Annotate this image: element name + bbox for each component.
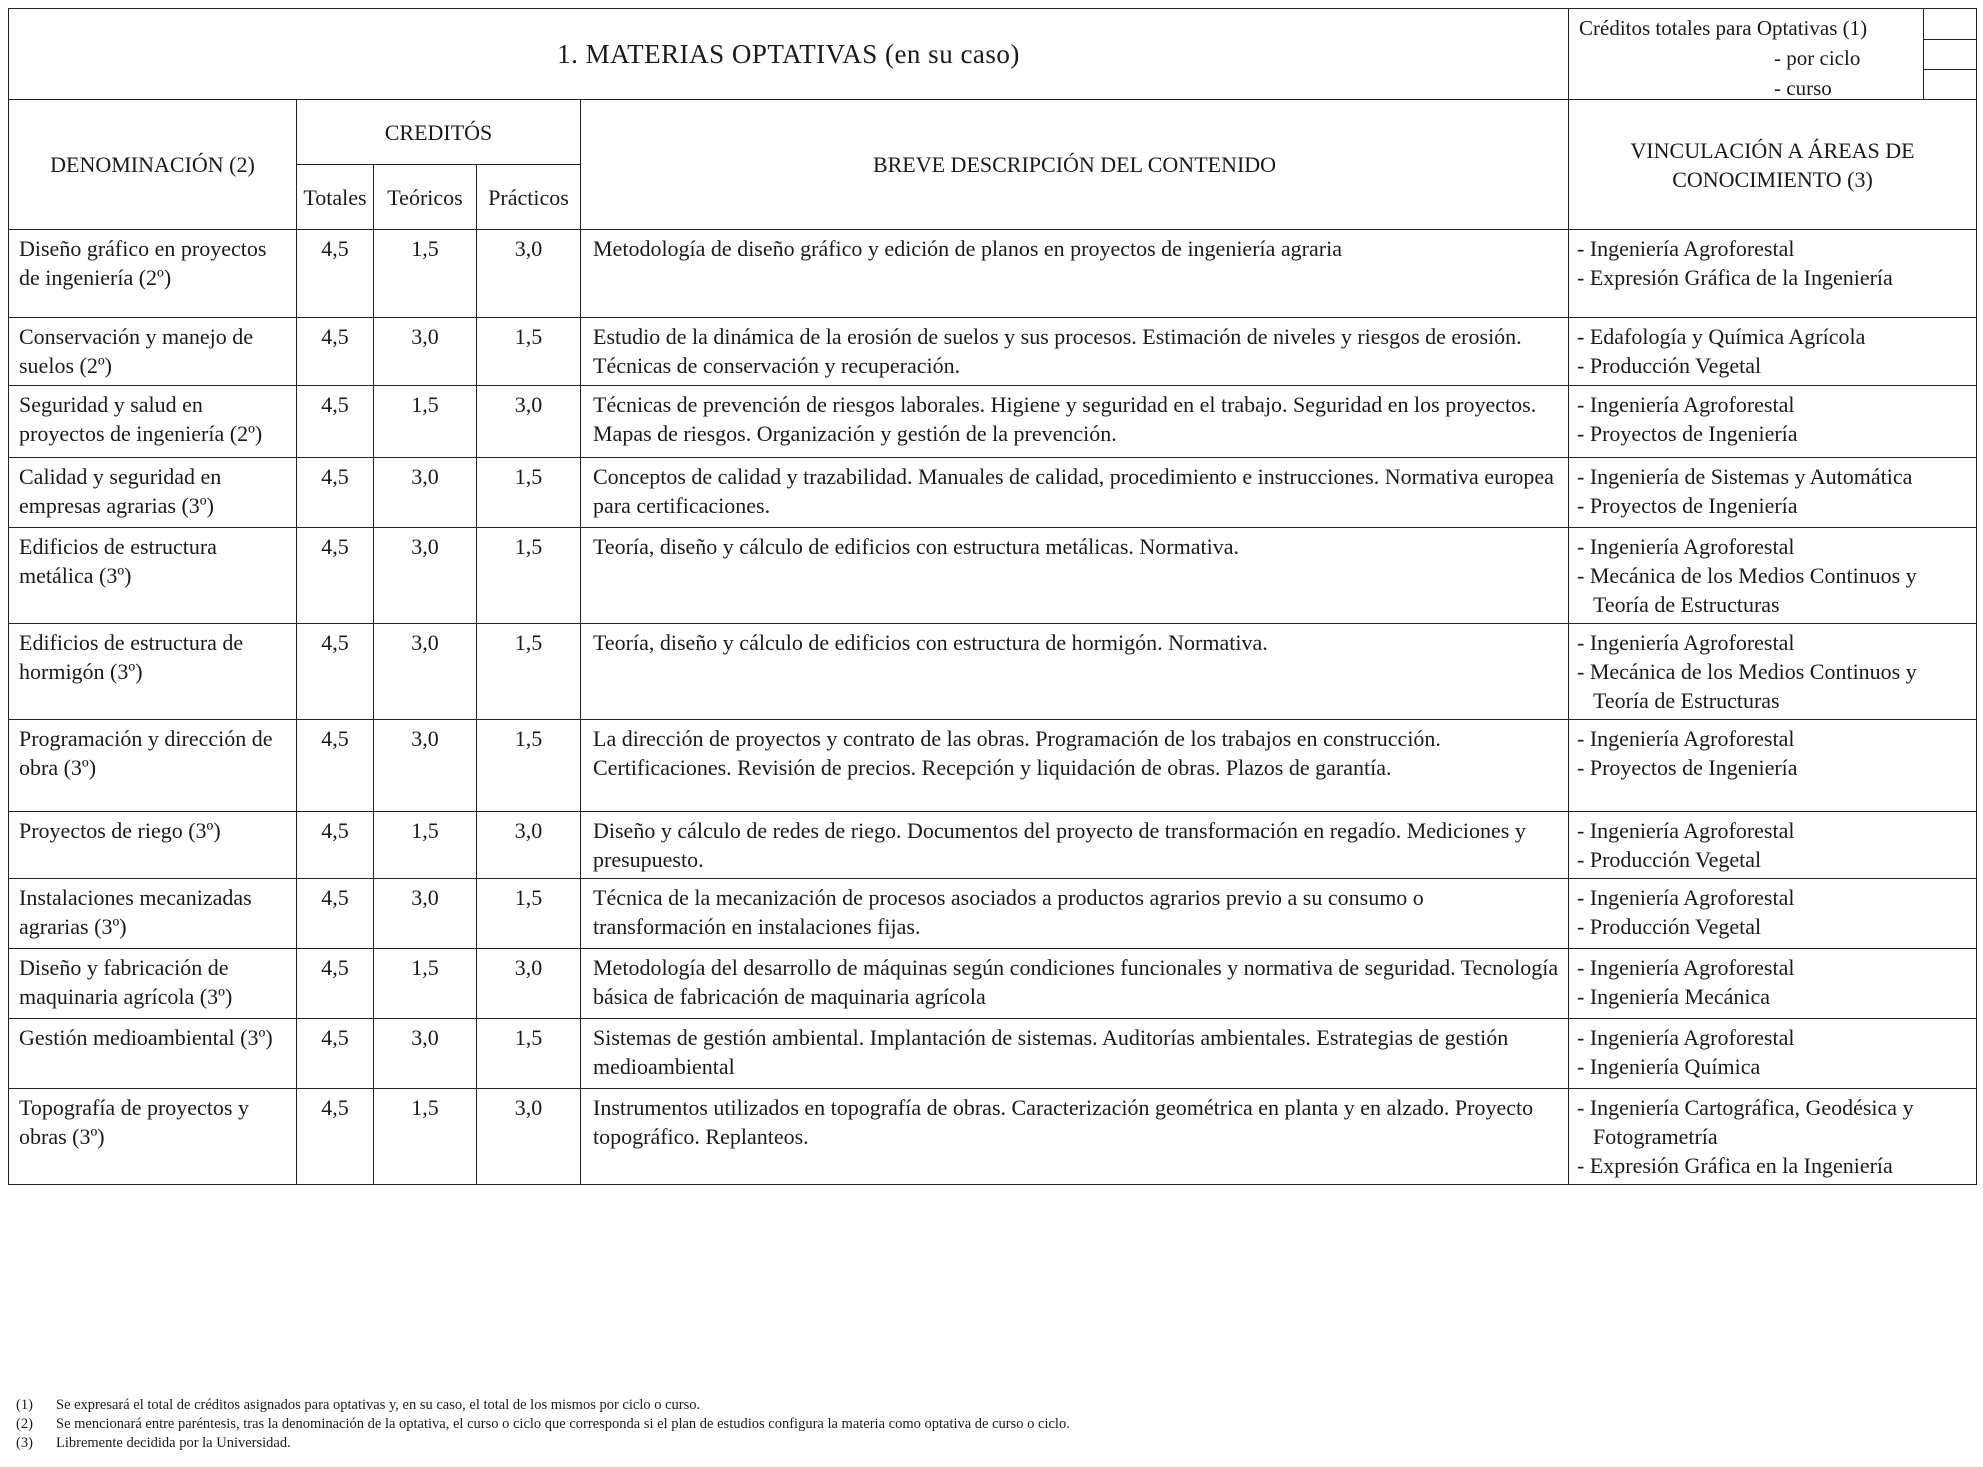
table-row (9, 230, 1977, 318)
table-row (9, 1089, 1977, 1185)
subject-name: Calidad y seguridad en empresas agrarias (3º) (9, 458, 297, 528)
credits-practicos: 1,5 (477, 879, 581, 949)
table-row (9, 386, 1977, 458)
knowledge-area-item: - Proyectos de Ingeniería (1577, 755, 1798, 780)
credits-totales: 4,5 (297, 949, 374, 1019)
knowledge-area-item: - Ingeniería Agroforestal (1577, 236, 1795, 261)
subject-name: Programación y dirección de obra (3º) (9, 720, 297, 812)
subject-description: Diseño y cálculo de redes de riego. Documentos del proyecto de transformación en regadío. Mediciones y presupuesto. (581, 812, 1569, 879)
credits-teoricos: 3,0 (374, 318, 477, 386)
table-row (9, 879, 1977, 949)
table-row (9, 720, 1977, 812)
knowledge-areas (1569, 949, 1977, 1019)
subject-description: Conceptos de calidad y trazabilidad. Manuales de calidad, procedimiento e instrucciones. Normativa europea para certificaciones. (581, 458, 1569, 528)
per-cycle-value-box (1923, 40, 1976, 70)
knowledge-area-item: - Ingeniería Cartográfica, Geodésica y Fotogrametría (1577, 1095, 1914, 1149)
subject-description: Técnicas de prevención de riesgos laborales. Higiene y seguridad en el trabajo. Seguridad en los proyectos. Mapas de riesgos. Organización y gestión de la prevención. (581, 386, 1569, 458)
credit-totals-per-cycle: - por ciclo (1774, 46, 1861, 70)
knowledge-areas (1569, 1089, 1977, 1185)
title-row (9, 9, 1977, 100)
table-row (9, 812, 1977, 879)
credits-teoricos: 3,0 (374, 528, 477, 624)
knowledge-areas (1569, 879, 1977, 949)
knowledge-areas (1569, 528, 1977, 624)
credits-practicos: 3,0 (477, 230, 581, 318)
header-descripcion: BREVE DESCRIPCIÓN DEL CONTENIDO (581, 100, 1569, 230)
credits-teoricos: 1,5 (374, 386, 477, 458)
knowledge-area-item: - Producción Vegetal (1577, 847, 1762, 872)
optativas-table (8, 8, 1977, 1185)
credits-practicos: 3,0 (477, 812, 581, 879)
credits-totales: 4,5 (297, 318, 374, 386)
footnote-mark: (1) (16, 1397, 33, 1413)
knowledge-areas (1569, 1019, 1977, 1089)
subject-description: Técnica de la mecanización de procesos asociados a productos agrarios previo a su consumo o transformación en instalaciones fijas. (581, 879, 1569, 949)
knowledge-area-item: - Ingeniería Agroforestal (1577, 818, 1795, 843)
table-row (9, 949, 1977, 1019)
credits-practicos: 1,5 (477, 720, 581, 812)
subject-name: Edificios de estructura metálica (3º) (9, 528, 297, 624)
per-course-value-box (1923, 70, 1976, 99)
credits-teoricos: 1,5 (374, 1089, 477, 1185)
knowledge-area-item: - Producción Vegetal (1577, 353, 1762, 378)
subject-name: Proyectos de riego (3º) (9, 812, 297, 879)
subject-description: Teoría, diseño y cálculo de edificios con estructura de hormigón. Normativa. (581, 624, 1569, 720)
footnotes (16, 1396, 1070, 1453)
subject-name: Edificios de estructura de hormigón (3º) (9, 624, 297, 720)
subject-description: La dirección de proyectos y contrato de las obras. Programación de los trabajos en construcción. Certificaciones. Revisión de precios. Recepción y liquidación de obras. Plazos de garantía. (581, 720, 1569, 812)
table-title: 1. MATERIAS OPTATIVAS (en su caso) (9, 9, 1569, 100)
table-row (9, 318, 1977, 386)
credits-totales: 4,5 (297, 1019, 374, 1089)
knowledge-area-item: - Ingeniería Agroforestal (1577, 1025, 1795, 1050)
header-teoricos: Teóricos (374, 165, 477, 230)
knowledge-area-item: - Mecánica de los Medios Continuos y Teoría de Estructuras (1577, 563, 1917, 617)
credits-teoricos: 3,0 (374, 458, 477, 528)
header-row-1 (9, 100, 1977, 165)
knowledge-area-item: - Ingeniería Agroforestal (1577, 955, 1795, 980)
credit-totals-label: Créditos totales para Optativas (1) (1579, 16, 1868, 40)
credits-practicos: 1,5 (477, 624, 581, 720)
credits-totales: 4,5 (297, 230, 374, 318)
knowledge-area-item: - Ingeniería Mecánica (1577, 984, 1771, 1009)
subject-description: Sistemas de gestión ambiental. Implantación de sistemas. Auditorías ambientales. Estrategias de gestión medioambiental (581, 1019, 1569, 1089)
subject-name: Seguridad y salud en proyectos de ingeniería (2º) (9, 386, 297, 458)
credits-teoricos: 1,5 (374, 812, 477, 879)
knowledge-areas (1569, 624, 1977, 720)
header-practicos: Prácticos (477, 165, 581, 230)
credits-practicos: 3,0 (477, 1089, 581, 1185)
subject-description: Metodología de diseño gráfico y edición de planos en proyectos de ingeniería agraria (581, 230, 1569, 318)
footnote-text: Se expresará el total de créditos asignados para optativas y, en su caso, el total de los mismos por ciclo o curso. (56, 1397, 701, 1413)
knowledge-area-item: - Ingeniería Química (1577, 1054, 1761, 1079)
credits-totales: 4,5 (297, 458, 374, 528)
credits-teoricos: 3,0 (374, 624, 477, 720)
knowledge-area-item: - Ingeniería Agroforestal (1577, 726, 1795, 751)
subject-description: Instrumentos utilizados en topografía de obras. Caracterización geométrica en planta y en alzado. Proyecto topográfico. Replanteos. (581, 1089, 1569, 1185)
credits-teoricos: 1,5 (374, 949, 477, 1019)
credits-practicos: 3,0 (477, 386, 581, 458)
knowledge-areas (1569, 458, 1977, 528)
credits-totales: 4,5 (297, 879, 374, 949)
credits-practicos: 3,0 (477, 949, 581, 1019)
subject-description: Teoría, diseño y cálculo de edificios con estructura metálicas. Normativa. (581, 528, 1569, 624)
knowledge-area-item: - Expresión Gráfica en la Ingeniería (1577, 1153, 1893, 1178)
header-creditos: CREDITÓS (297, 100, 581, 165)
footnote-mark: (3) (16, 1435, 33, 1451)
knowledge-area-item: - Proyectos de Ingeniería (1577, 421, 1798, 446)
credits-teoricos: 3,0 (374, 1019, 477, 1089)
credits-practicos: 1,5 (477, 318, 581, 386)
footnote-mark: (2) (16, 1416, 33, 1432)
subject-description: Metodología del desarrollo de máquinas según condiciones funcionales y normativa de seguridad. Tecnología básica de fabricación de maquinaria agrícola (581, 949, 1569, 1019)
footnote-text: Se mencionará entre paréntesis, tras la denominación de la optativa, el curso o ciclo que corresponda si el plan de estudios configura la materia como optativa de curso o ciclo. (56, 1416, 1070, 1432)
header-denominacion: DENOMINACIÓN (2) (9, 100, 297, 230)
knowledge-area-item: - Ingeniería Agroforestal (1577, 392, 1795, 417)
knowledge-area-item: - Edafología y Química Agrícola (1577, 324, 1866, 349)
credits-practicos: 1,5 (477, 458, 581, 528)
header-vinculacion: VINCULACIÓN A ÁREAS DE CONOCIMIENTO (3) (1569, 100, 1977, 230)
credits-practicos: 1,5 (477, 528, 581, 624)
credits-teoricos: 1,5 (374, 230, 477, 318)
subject-name: Instalaciones mecanizadas agrarias (3º) (9, 879, 297, 949)
credits-totales: 4,5 (297, 812, 374, 879)
knowledge-area-item: - Producción Vegetal (1577, 914, 1762, 939)
subject-name: Diseño y fabricación de maquinaria agrícola (3º) (9, 949, 297, 1019)
subject-name: Diseño gráfico en proyectos de ingeniería (2º) (9, 230, 297, 318)
credits-totales: 4,5 (297, 624, 374, 720)
credit-totals-box (1569, 9, 1977, 100)
footnote (16, 1396, 1070, 1415)
knowledge-areas (1569, 720, 1977, 812)
knowledge-area-item: - Ingeniería Agroforestal (1577, 885, 1795, 910)
knowledge-area-item: - Proyectos de Ingeniería (1577, 493, 1798, 518)
credits-teoricos: 3,0 (374, 879, 477, 949)
subject-description: Estudio de la dinámica de la erosión de suelos y sus procesos. Estimación de niveles y riesgos de erosión. Técnicas de conservación y recuperación. (581, 318, 1569, 386)
subject-name: Conservación y manejo de suelos (2º) (9, 318, 297, 386)
knowledge-area-item: - Ingeniería Agroforestal (1577, 534, 1795, 559)
subject-name: Gestión medioambiental (3º) (9, 1019, 297, 1089)
table-row (9, 528, 1977, 624)
footnote (16, 1434, 1070, 1453)
knowledge-area-item: - Ingeniería Agroforestal (1577, 630, 1795, 655)
knowledge-area-item: - Mecánica de los Medios Continuos y Teoría de Estructuras (1577, 659, 1917, 713)
knowledge-areas (1569, 230, 1977, 318)
knowledge-area-item: - Expresión Gráfica de la Ingeniería (1577, 265, 1893, 290)
credits-totales: 4,5 (297, 720, 374, 812)
table-row (9, 624, 1977, 720)
footnote (16, 1415, 1070, 1434)
knowledge-areas (1569, 386, 1977, 458)
header-totales: Totales (297, 165, 374, 230)
table-row (9, 1019, 1977, 1089)
credits-totales: 4,5 (297, 386, 374, 458)
knowledge-area-item: - Ingeniería de Sistemas y Automática (1577, 464, 1913, 489)
credit-totals-value-box (1923, 9, 1976, 40)
credits-totales: 4,5 (297, 528, 374, 624)
credit-totals-per-course: - curso (1774, 76, 1832, 100)
knowledge-areas (1569, 318, 1977, 386)
credits-totales: 4,5 (297, 1089, 374, 1185)
subject-name: Topografía de proyectos y obras (3º) (9, 1089, 297, 1185)
footnote-text: Libremente decidida por la Universidad. (56, 1435, 291, 1451)
credits-practicos: 1,5 (477, 1019, 581, 1089)
credits-teoricos: 3,0 (374, 720, 477, 812)
knowledge-areas (1569, 812, 1977, 879)
table-row (9, 458, 1977, 528)
